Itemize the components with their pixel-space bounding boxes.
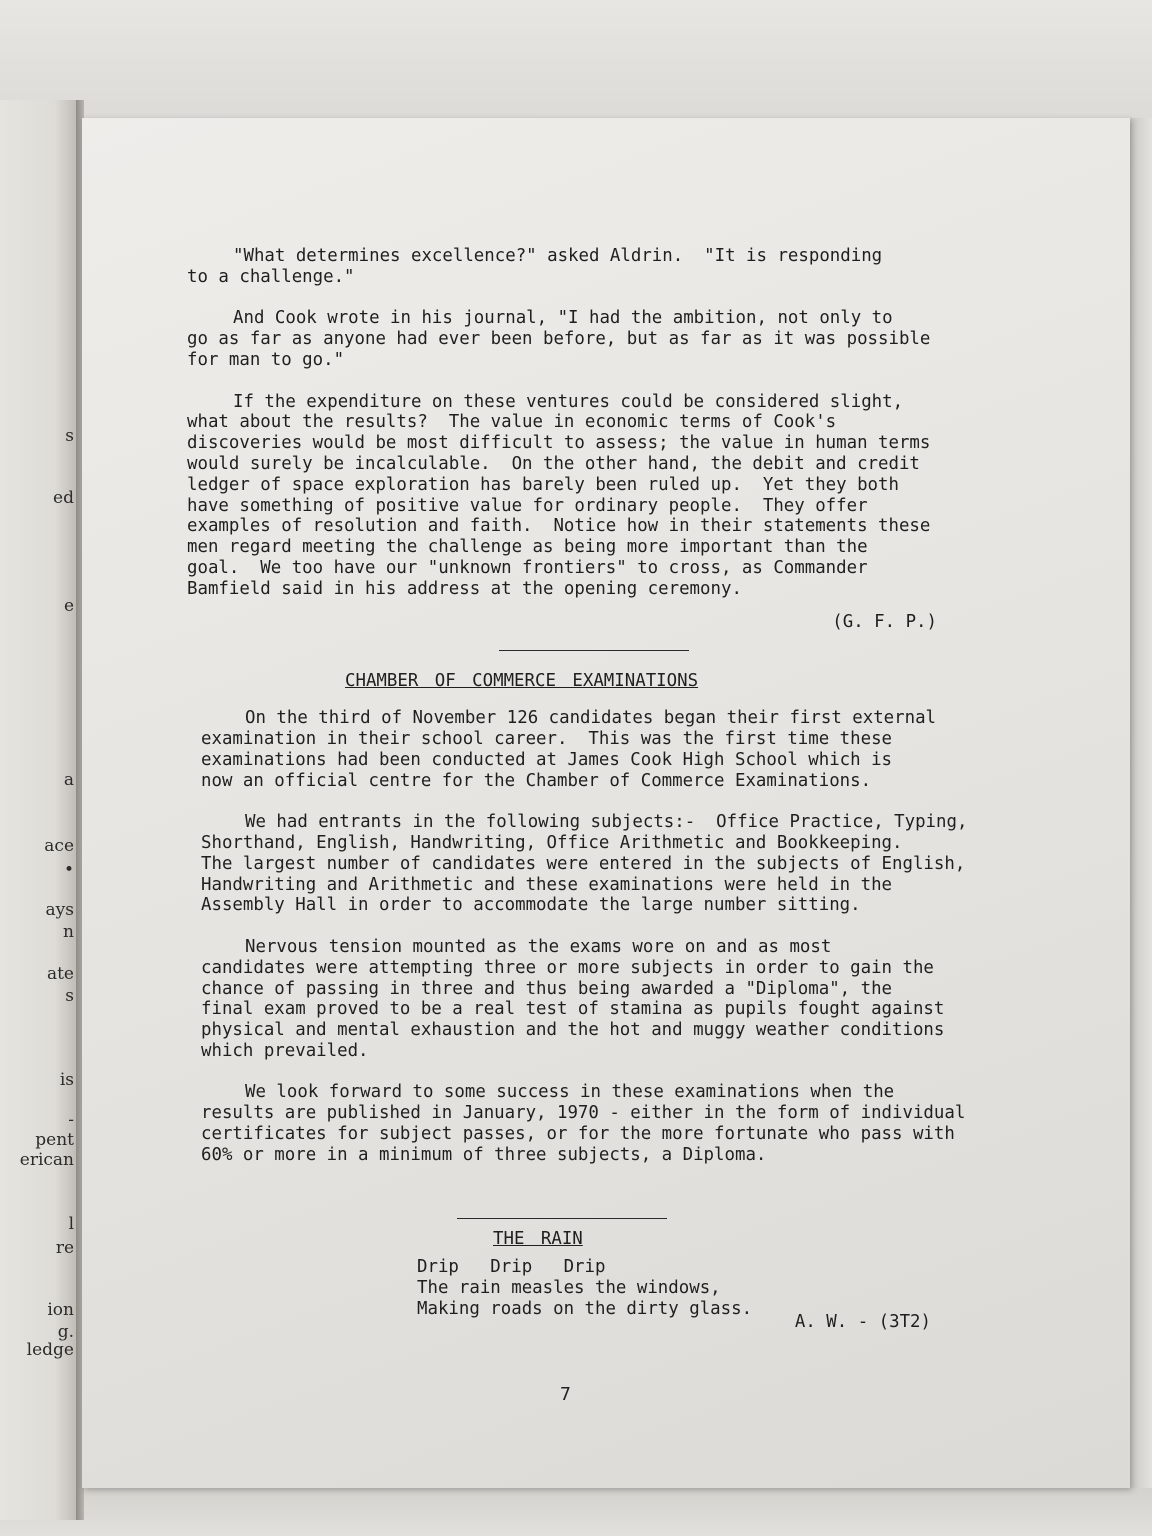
text-line: We look forward to some success in these examinations when the — [245, 1082, 895, 1103]
poem-title: THE RAIN — [493, 1228, 583, 1249]
text-line: ledger of space exploration has barely been ruled up. Yet they both — [187, 474, 899, 495]
poem-author: A. W. - (3T2) — [794, 1311, 931, 1332]
text-line: certificates for subject passes, or for the more fortunate who pass with — [201, 1124, 955, 1145]
text-line: men regard meeting the challenge as being more important than the — [187, 537, 868, 558]
text-line: examinations had been conducted at James Cook High School which is — [201, 749, 893, 770]
exam-intro-paragraph — [187, 708, 1007, 791]
text-line: results are published in January, 1970 - either in the form of individual — [201, 1103, 966, 1124]
text-line: If the expenditure on these ventures could be considered slight, — [233, 391, 904, 412]
exam-tension-paragraph — [187, 937, 1007, 1062]
left-page-fragment: a — [63, 770, 74, 790]
text-line: have something of positive value for ordinary people. They offer — [187, 495, 868, 516]
text-line: to a challenge." — [187, 266, 355, 287]
left-page-edge — [0, 100, 78, 1520]
text-line: We had entrants in the following subjects:- Office Practice, Typing, — [245, 812, 968, 833]
text-line: examination in their school career. This was the first time these — [201, 728, 893, 749]
left-page-fragment: s — [65, 426, 74, 446]
text-line: go as far as anyone had ever been before, but as far as it was possible — [187, 329, 931, 350]
text-line: Assembly Hall in order to accommodate the large number sitting. — [201, 895, 861, 916]
left-page-fragment: pent — [35, 1130, 74, 1150]
left-page-fragment: ed — [53, 488, 74, 508]
exam-results-paragraph — [187, 1082, 1007, 1165]
background-top — [0, 0, 1152, 130]
left-page-fragment: is — [59, 1070, 74, 1090]
cook-paragraph — [187, 308, 1007, 370]
left-page-fragment: s — [65, 986, 74, 1006]
expenditure-paragraph — [187, 392, 1007, 600]
text-line: which prevailed. — [201, 1040, 369, 1061]
text-line: physical and mental exhaustion and the hot and muggy weather conditions — [201, 1020, 945, 1041]
text-line: 60% or more in a minimum of three subjects, a Diploma. — [201, 1144, 767, 1165]
left-page-fragment: re — [55, 1238, 74, 1258]
left-page-fragment: n — [63, 922, 74, 942]
text-line: Bamfield said in his address at the opening ceremony. — [187, 578, 742, 599]
left-page-fragment: erican — [19, 1150, 74, 1170]
text-line: "What determines excellence?" asked Aldrin. "It is responding — [233, 246, 883, 266]
section-divider — [499, 650, 689, 651]
left-page-fragment: - — [68, 1110, 74, 1130]
text-line: what about the results? The value in economic terms of Cook's — [187, 412, 837, 433]
left-page-fragment: ion — [47, 1300, 74, 1320]
left-page-fragment: e — [63, 596, 74, 616]
text-line: discoveries would be most difficult to assess; the value in human terms — [187, 433, 931, 454]
text-line: final exam proved to be a real test of stamina as pupils fought against — [201, 999, 945, 1020]
text-line: Shorthand, English, Handwriting, Office Arithmetic and Bookkeeping. — [201, 832, 903, 853]
left-page-fragment: g. — [57, 1322, 74, 1342]
left-page-fragment: • — [63, 860, 74, 880]
poem-divider — [457, 1218, 667, 1219]
page-number: 7 — [560, 1384, 571, 1405]
text-line: Nervous tension mounted as the exams wore on and as most — [245, 936, 832, 957]
excellence-paragraph — [187, 246, 1007, 288]
text-line: for man to go." — [187, 349, 345, 370]
left-page-fragment: ace — [44, 836, 74, 856]
text-line: now an official centre for the Chamber of Commerce Examinations. — [201, 770, 872, 791]
text-line: goal. We too have our "unknown frontiers" to cross, as Commander — [187, 557, 868, 578]
left-page-fragment: ate — [46, 964, 74, 984]
page-text — [187, 246, 1007, 1333]
right-page-edge — [1128, 118, 1152, 1488]
text-line: Handwriting and Arithmetic and these examinations were held in the — [201, 874, 893, 895]
author-signature: (G. F. P.) — [832, 611, 937, 632]
text-line: chance of passing in three and thus being awarded a "Diploma", the — [201, 978, 893, 999]
text-line: On the third of November 126 candidates began their first external — [245, 708, 937, 729]
left-page-fragment: ays — [45, 900, 74, 920]
poem-line: The rain measles the windows, — [417, 1278, 721, 1299]
text-line: would surely be incalculable. On the other hand, the debit and credit — [187, 453, 920, 474]
poem-line: Making roads on the dirty glass. — [417, 1299, 753, 1320]
poem-line: Drip Drip Drip — [417, 1257, 606, 1278]
section-heading: CHAMBER OF COMMERCE EXAMINATIONS — [345, 671, 699, 692]
poem-body — [187, 1257, 1007, 1319]
left-page-fragment: ledge — [26, 1340, 74, 1360]
exam-subjects-paragraph — [187, 812, 1007, 916]
left-page-fragment: l — [68, 1214, 74, 1234]
text-line: And Cook wrote in his journal, "I had the ambition, not only to — [233, 308, 893, 329]
page — [82, 118, 1130, 1488]
text-line: candidates were attempting three or more subjects in order to gain the — [201, 957, 934, 978]
text-line: The largest number of candidates were entered in the subjects of English, — [201, 853, 966, 874]
text-line: examples of resolution and faith. Notice how in their statements these — [187, 516, 931, 537]
